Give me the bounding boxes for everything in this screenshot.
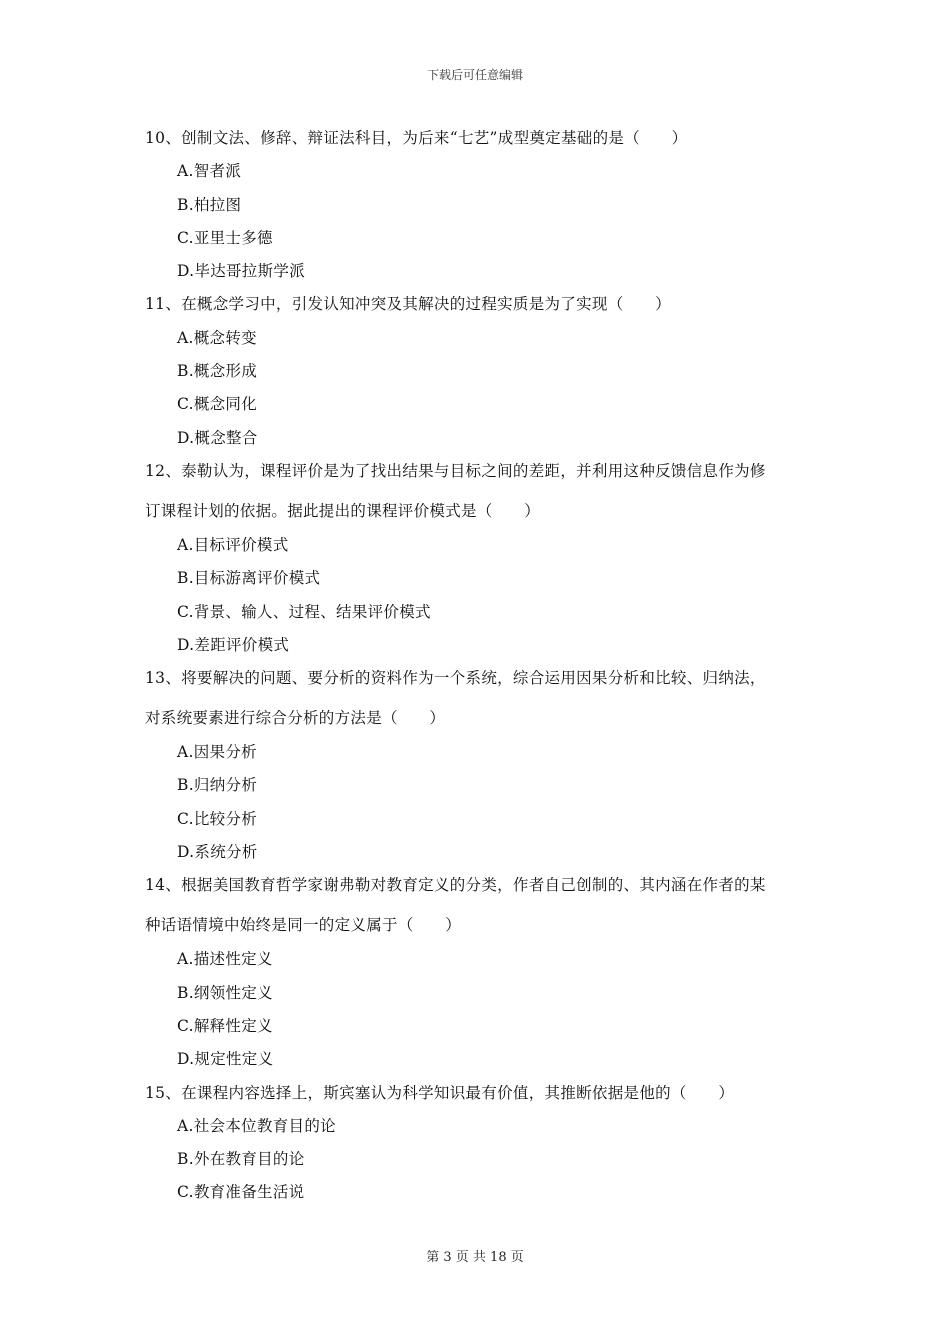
option-a: A.智者派 bbox=[177, 162, 242, 181]
option-c: C.比较分析 bbox=[177, 809, 258, 828]
option-c: C.背景、输人、过程、结果评价模式 bbox=[177, 602, 431, 621]
option-b: B.归纳分析 bbox=[177, 776, 258, 795]
option-b: B.柏拉图 bbox=[177, 195, 242, 214]
option-d: D.差距评价模式 bbox=[177, 635, 290, 654]
option-c: C.概念同化 bbox=[177, 395, 258, 414]
option-d: D.系统分析 bbox=[177, 843, 258, 862]
question-stem: 11、在概念学习中，引发认知冲突及其解决的过程实质是为了实现（ ） bbox=[145, 295, 671, 314]
question-stem: 14、根据美国教育哲学家谢弗勒对教育定义的分类，作者自己创制的、其内涵在作者的某 bbox=[145, 876, 766, 895]
option-d: D.规定性定义 bbox=[177, 1050, 274, 1069]
question-stem: 13、将要解决的问题、要分析的资料作为一个系统，综合运用因果分析和比较、归纳法， bbox=[145, 669, 766, 688]
question-stem-continued: 订课程计划的依据。据此提出的课程评价模式是（ ） bbox=[145, 501, 541, 520]
option-d: D.毕达哥拉斯学派 bbox=[177, 262, 306, 281]
option-b: B.目标游离评价模式 bbox=[177, 569, 321, 588]
question-14 bbox=[145, 869, 825, 1076]
option-a: A.因果分析 bbox=[177, 743, 257, 762]
question-11 bbox=[145, 288, 825, 454]
option-b: B.纲领性定义 bbox=[177, 983, 273, 1002]
option-b: B.外在教育目的论 bbox=[177, 1150, 305, 1169]
option-c: C.亚里士多德 bbox=[177, 228, 273, 247]
question-15 bbox=[145, 1077, 825, 1210]
question-stem-continued: 种话语情境中始终是同一的定义属于（ ） bbox=[145, 916, 462, 935]
option-a: A.社会本位教育目的论 bbox=[177, 1116, 336, 1135]
question-stem-continued: 对系统要素进行综合分析的方法是（ ） bbox=[145, 709, 446, 728]
option-a: A.目标评价模式 bbox=[177, 535, 289, 554]
question-list bbox=[145, 122, 825, 1210]
question-stem: 15、在课程内容选择上，斯宾塞认为科学知识最有价值，其推断依据是他的（ ） bbox=[145, 1083, 735, 1102]
option-c: C.解释性定义 bbox=[177, 1016, 273, 1035]
question-stem: 10、创制文法、修辞、辩证法科目，为后来“七艺”成型奠定基础的是（ ） bbox=[145, 129, 688, 147]
page-header: 下载后可任意编辑 bbox=[426, 68, 523, 82]
option-a: A.描述性定义 bbox=[177, 950, 273, 969]
option-d: D.概念整合 bbox=[177, 428, 258, 447]
option-c: C.教育准备生活说 bbox=[177, 1183, 305, 1202]
question-12 bbox=[145, 455, 825, 662]
option-b: B.概念形成 bbox=[177, 362, 258, 381]
page-footer: 第 3 页 共 18 页 bbox=[426, 1250, 524, 1265]
question-10 bbox=[145, 122, 825, 288]
question-13 bbox=[145, 662, 825, 869]
question-stem: 12、泰勒认为，课程评价是为了找出结果与目标之间的差距，并利用这种反馈信息作为修 bbox=[145, 461, 766, 480]
option-a: A.概念转变 bbox=[177, 328, 257, 347]
